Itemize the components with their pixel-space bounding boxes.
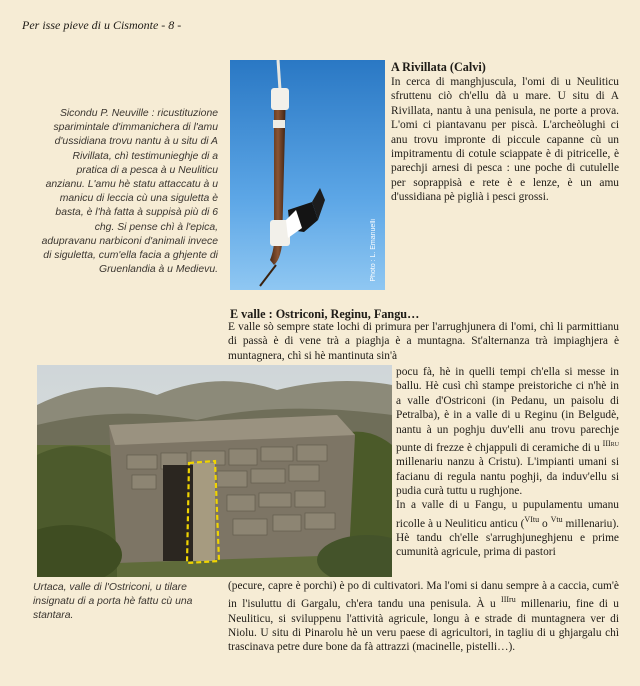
text-run: millenariu, fine di u Neuliticu, si sviluppenu l'attività agricule, longu à e strade di muntagnera ver di Niolu. U situ di Pinarolu hè un veru paese di agricultori, in tagliu di u ghjargalu chì trascinava petre dure bone da fà attrazzi (macinelle, pistelli…). — [228, 598, 619, 654]
section-title: A Rivillata (Calvi) — [391, 60, 486, 74]
valle-paragraph-intro: E valle sò sempre state lochi di primura per l'arrughjunera di l'omi, chì li parmittianu di passà è di vene trà a piaghja è a muntagna. St'alternanza trà impiaghjera è muntagnera, chì si hè mantinuta sin'à — [228, 321, 619, 362]
stone-hut-caption: Urtaca, valle di l'Ostriconi, u tilare insignatu di a porta hè fattu cù una stantara. — [33, 582, 193, 622]
superscript: IIIru — [501, 595, 516, 605]
section-rivillata — [391, 60, 619, 205]
text-run: millenariu). Hè tandu ch'elle s'arrughjuneghjenu e prime cumunità agricule, prima di pastori — [396, 517, 619, 559]
text-run: millenariu nanzu à Cristu). L'impianti umani si facianu di regula nantu poghji, da induv'ellu si pudia curà tuttu u rughjone. — [396, 456, 619, 498]
photo-credit: Photo : L. Emanuelli — [370, 219, 377, 282]
section-body: In cerca di manghjuscula, l'omi di u Neuliticu sfruttenu ciò ch'ellu dà u mare. U situ di A Rivillata, nantu à una penisula, ne porte a prova. L'omi ci piantavanu per piscà. L'archeòlughi ci anu trovu impronte di piccule capanne cù un impitramentu di cotule sciappate è di pitricelle, è parechji arnesi di pesca : une poche di cutulelle per soprappisà e rete è e lenze, è un amu d'ussidiana pè piglià i pesci grossi. — [391, 76, 619, 204]
stone-hut-illustration — [37, 365, 392, 577]
fishhook-illustration — [230, 60, 385, 290]
text-run: (pecure, capre è porchi) è po di cultivatori. Ma l'omi si danu sempre à a caccia, cum'è in l'isuluttu di Gargalu, ch'era tandu una penisula. À u — [228, 580, 619, 611]
valle-paragraph-fangu — [228, 579, 619, 655]
superscript: VItu — [524, 514, 540, 524]
fishhook-photo — [230, 60, 385, 290]
superscript: IIIru — [602, 439, 619, 449]
stone-hut-photo — [37, 365, 392, 577]
valle-paragraph-reginu — [396, 365, 619, 560]
text-run: o — [539, 517, 551, 530]
text-run: pocu fà, hè in quelli tempi ch'ella si messe in ballu. Hè cusì chì stampe preistoriche ci n'hè in a valle d'Ostriconi (in Pedanu, un paisolu di Petralba), è in a valle di u Reginu (in Belgudè, nantu à un poghju duv'elli anu trovu parechje punte di frezze è chjappuli di ceramiche di u — [396, 366, 619, 454]
running-header: Per isse pieve di u Cismonte - 8 - — [22, 18, 182, 32]
text-run: In a valle di u Fangu, u pupulamentu umanu ricolle à u Neuliticu anticu ( — [396, 499, 619, 530]
fishhook-caption: Sicondu P. Neuville : ricustituzione sparimintale d'immanichera di l'amu d'ussidiana trovu nantu à u situ di A Rivillata, chì testimunieghje di a pratica di a pesca à u Neuliticu anzianu. L'amu hè statu attaccatu à u manicu di leccia cù una siguletta è basta, è l'hà fatta à suppisà più di 6 chg. Si pense chì à l'epica, adupravanu narbiconi d'animali invece di siguletta, cum'ella facia a ghjente di Gruenlandia à u Medievu. — [41, 108, 218, 276]
section-title-valle: E valle : Ostriconi, Reginu, Fangu… — [230, 307, 420, 321]
superscript: Vtu — [550, 514, 563, 524]
